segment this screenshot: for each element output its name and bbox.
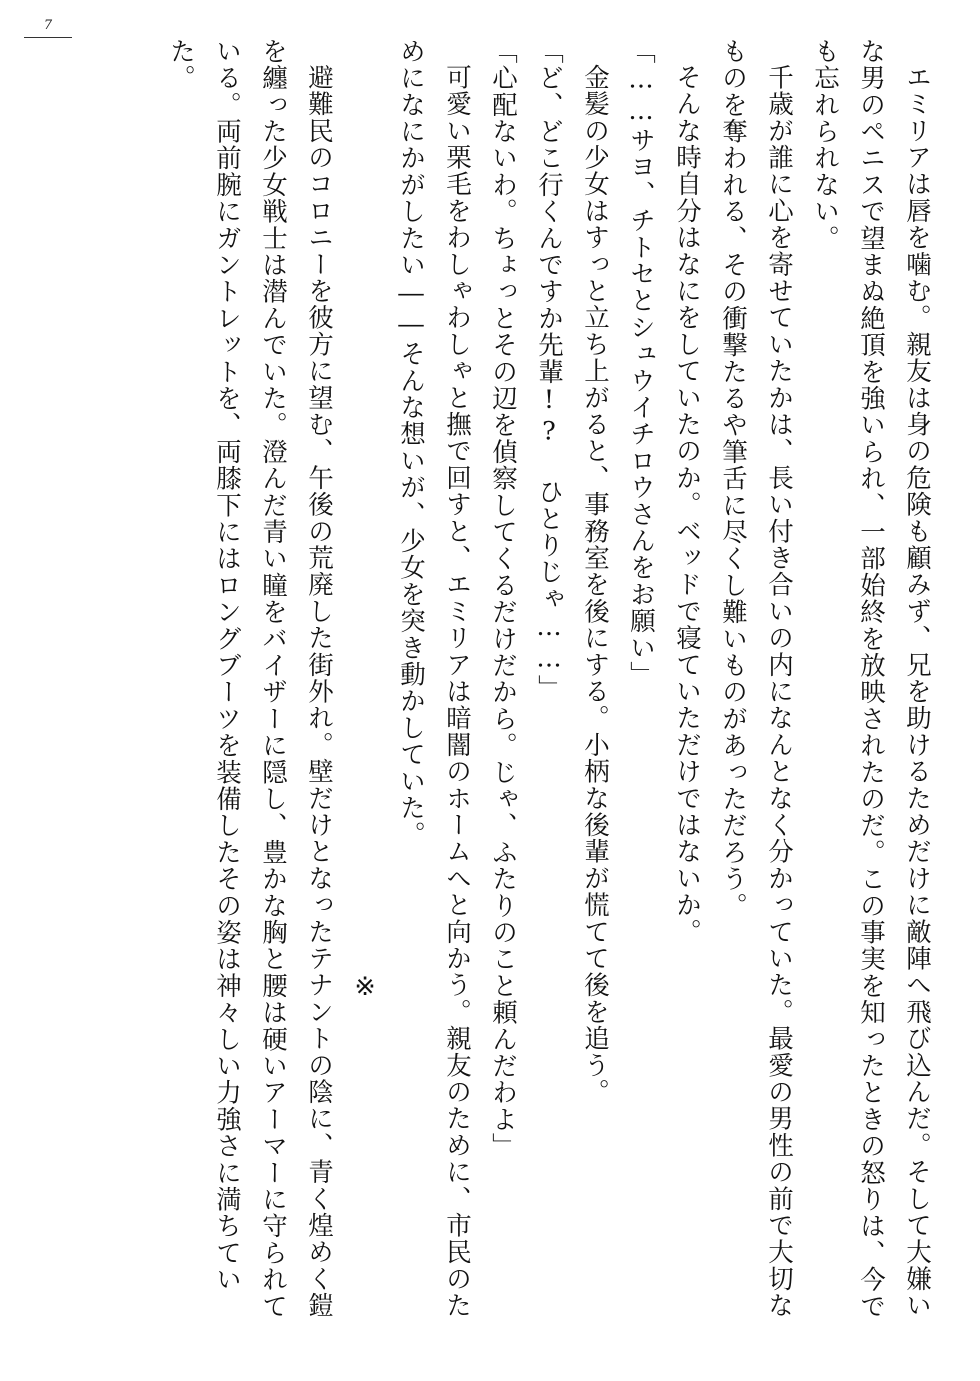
vertical-body-text xyxy=(60,38,940,1338)
paragraph: エミリアは唇を噛む。親友は身の危険も顧みず、兄を助けるためだけに敵陣へ飛び込んだ。そして大嫌いな男のペニスで望まぬ絶頂を強いられ、一部始終を放映されたのだ。この事実を知ったときの怒りは、今でも忘れられない。 xyxy=(810,38,932,1320)
paragraph: 金髪の少女はすっと立ち上がると、事務室を後にする。小柄な後輩が慌てて後を追う。 xyxy=(580,63,610,1105)
dialogue-line: 「……サヨ、チトセとシュウイチロウさんをお願い」 xyxy=(626,38,656,688)
dialogue-line: 「ど、どこ行くんですか先輩!? ひとりじゃ……」 xyxy=(534,38,564,702)
page-number: 7 xyxy=(24,18,72,38)
separator-mark: ※ xyxy=(350,972,380,1004)
scene-separator xyxy=(342,38,388,1338)
paragraph: そんな時自分はなにをしていたのか。ベッドで寝ていただけではないか。 xyxy=(672,63,702,945)
paragraph: 千歳が誰に心を寄せていたかは、長い付き合いの内になんとなく分かっていた。最愛の男性の前で大切なものを奪われる、その衝撃たるや筆舌に尽くし難いものがあっただろう。 xyxy=(718,38,794,1319)
dialogue-line: 「心配ないわ。ちょっとその辺を偵察してくるだけだから。じゃ、ふたりのこと頼んだわよ」 xyxy=(488,38,518,1160)
paragraph: 可愛い栗毛をわしゃわしゃと撫で回すと、エミリアは暗闇のホームへと向かう。親友のために、市民のためになにかがしたい――そんな想いが、少女を突き動かしていた。 xyxy=(396,38,472,1319)
paragraph: 避難民のコロニーを彼方に望む、午後の荒廃した街外れ。壁だけとなったテナントの陰に、青く煌めく鎧を纏った少女戦士は潜んでいた。澄んだ青い瞳をバイザーに隠し、豊かな胸と腰は硬いアーマーに守られている。両前腕にガントレットを、両膝下にはロングブーツを装備したその姿は神々しい力強さに満ちていた。 xyxy=(166,38,334,1320)
